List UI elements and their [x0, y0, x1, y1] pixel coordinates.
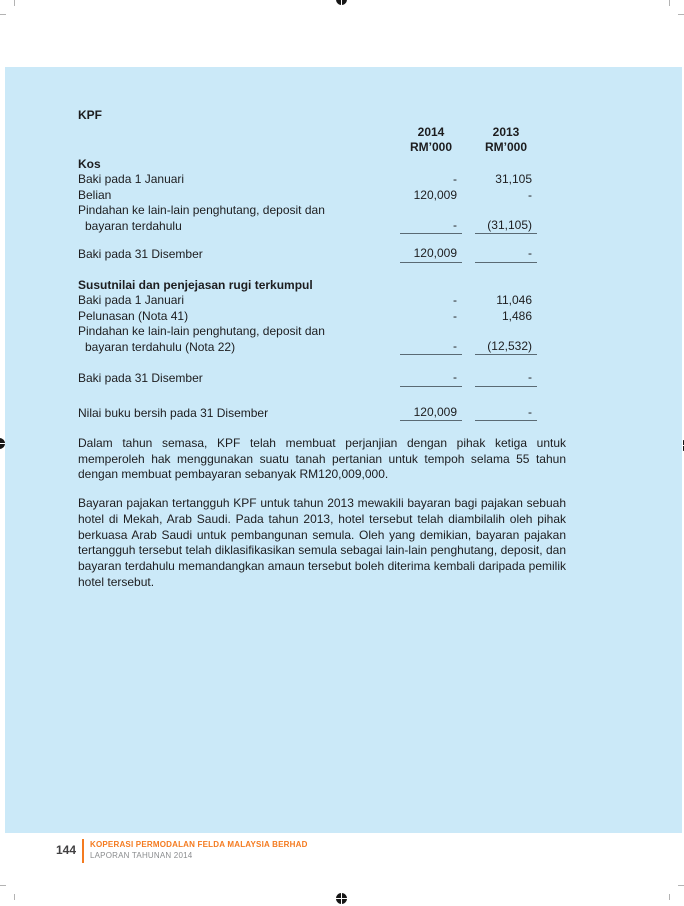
cell-2014: -: [400, 370, 462, 387]
crop-mark-bottom-left-v: [14, 894, 15, 900]
cell-2013: 1,486: [501, 308, 532, 323]
cell-2013: (12,532): [475, 339, 537, 356]
row-label: Baki pada 31 Disember: [78, 371, 203, 385]
crop-mark-bottom-right-h: [678, 885, 684, 886]
crop-mark-top-right-v: [669, 0, 670, 6]
section-heading: Susutnilai dan penjejasan rugi terkumpul: [78, 277, 313, 292]
footer-company-name: KOPERASI PERMODALAN FELDA MALAYSIA BERHAD: [90, 840, 308, 849]
cell-2013: (31,105): [475, 218, 537, 235]
cell-2014: -: [453, 172, 457, 186]
table-row: [78, 172, 537, 188]
row-label: Baki pada 1 Januari: [78, 293, 185, 307]
row-label-line2: bayaran terdahulu: [85, 218, 182, 233]
row-label: Belian: [78, 187, 112, 202]
cell-2013: 11,046: [496, 293, 532, 307]
table-row: [78, 293, 537, 309]
registration-mark-bottom-icon: [336, 893, 347, 904]
column-unit-2014: RM’000: [409, 140, 453, 154]
row-label: Pelunasan (Nota 41): [78, 308, 189, 323]
page-footer: [56, 839, 308, 863]
crop-mark-bottom-right-v: [669, 894, 670, 900]
page-title: KPF: [78, 108, 102, 122]
table-row: [78, 309, 537, 325]
table-row: [78, 188, 537, 204]
crop-mark-top-right-h: [678, 14, 684, 15]
table-row: [78, 324, 537, 355]
row-label: Baki pada 31 Disember: [78, 247, 203, 261]
crop-mark-bottom-left-h: [0, 885, 6, 886]
cell-2013: -: [528, 187, 532, 202]
cell-2014: -: [453, 293, 457, 307]
section-heading: Kos: [78, 156, 101, 171]
table-row: [78, 203, 537, 234]
cell-2013: -: [475, 246, 537, 263]
row-label: Pindahan ke lain-lain penghutang, deposit dan bayaran terdahulu (Nota 22): [78, 324, 400, 355]
cell-2014: -: [453, 308, 457, 323]
column-header-2013: [475, 125, 537, 156]
cell-2014: -: [400, 218, 462, 235]
column-year-2013: 2013: [492, 124, 520, 139]
footer-report-title: LAPORAN TAHUNAN 2014: [90, 851, 193, 860]
cell-2013: 31,105: [495, 172, 532, 186]
row-label-line2: bayaran terdahulu (Nota 22): [85, 339, 236, 354]
column-header-2014: [400, 125, 462, 156]
cell-2013: -: [475, 405, 537, 422]
footer-divider: [82, 839, 84, 863]
crop-mark-top-left-h: [0, 14, 6, 15]
cell-2014: 120,009: [400, 246, 462, 263]
paragraph-lease-agreement: Dalam tahun semasa, KPF telah membuat perjanjian dengan pihak ketiga untuk memperoleh hak menggunakan suatu tanah pertanian untuk tempoh selama 55 tahun dengan membuat pembayaran sebanyak RM120,009,000.: [78, 436, 566, 482]
row-label: Pindahan ke lain-lain penghutang, deposit dan bayaran terdahulu: [78, 203, 400, 234]
cell-2014: -: [400, 339, 462, 356]
paragraph-hotel-lease: Bayaran pajakan tertangguh KPF untuk tahun 2013 mewakili bayaran bagi pajakan sebuah hotel di Mekah, Arab Saudi. Pada tahun 2013, hotel tersebut telah diambilalih oleh pihak berkuasa Arab Saudi untuk pembangunan semula. Oleh yang demikian, bayaran pajakan tertangguh tersebut telah diklasifikasikan semula sebagai lain-lain penghutang, deposit, dan bayaran terdahulu memandangkan amaun tersebut boleh diterima kembali daripada pemilik hotel tersebut.: [78, 496, 566, 589]
crop-mark-top-left-v: [14, 0, 15, 6]
main-content: [78, 108, 566, 590]
cell-2013: -: [475, 370, 537, 387]
column-year-2014: 2014: [417, 124, 445, 139]
cell-2014: 120,009: [413, 187, 457, 202]
footer-text: [90, 839, 308, 861]
table-row: [78, 246, 537, 263]
registration-mark-top-icon: [336, 0, 347, 5]
financial-table: [78, 157, 566, 422]
cell-2014: 120,009: [400, 405, 462, 422]
table-column-headers: [78, 125, 537, 156]
column-unit-2013: RM’000: [484, 140, 528, 154]
row-label: Nilai buku bersih pada 31 Disember: [78, 405, 269, 420]
row-label: Baki pada 1 Januari: [78, 172, 185, 186]
table-row: [78, 370, 537, 387]
table-row: [78, 405, 537, 422]
page-number: 144: [56, 843, 77, 857]
